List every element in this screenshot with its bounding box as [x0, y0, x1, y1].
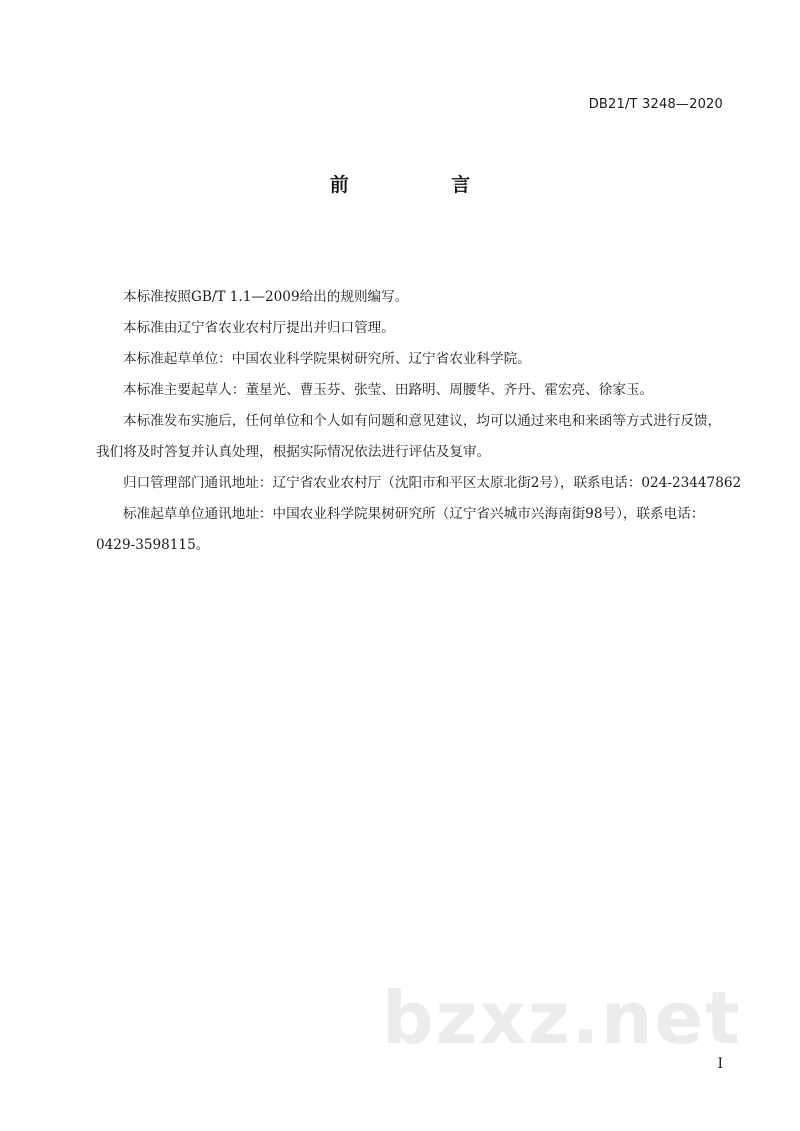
- page-title: 前 言: [329, 174, 519, 196]
- paragraph-drafter-contact: [96, 499, 726, 561]
- paragraph-feedback: [96, 406, 726, 468]
- feedback-line-1: 本标准发布实施后，任何单位和个人如有问题和意见建议，均可以通过来电和来函等方式进行反馈，: [123, 413, 722, 429]
- feedback-line-2: 我们将及时答复并认真处理，根据实际情况依法进行评估及复审。: [96, 444, 491, 460]
- standard-code: DB21/T 3248—2020: [588, 97, 723, 112]
- paragraph-proposer: 本标准由辽宁省农业农村厅提出并归口管理。: [123, 320, 395, 336]
- watermark: bzxz.net: [382, 976, 742, 1060]
- preface-body: [96, 282, 742, 561]
- paragraph-admin-contact: 归口管理部门通讯地址：辽宁省农业农村厅（沈阳市和平区太原北街2号），联系电话：024-23447862: [123, 475, 742, 491]
- drafter-contact-line-2: 0429-3598115。: [96, 537, 210, 553]
- paragraph-drafters: 本标准主要起草人：董星光、曹玉芬、张莹、田路明、周腰华、齐丹、霍宏亮、徐家玉。: [123, 382, 654, 398]
- drafter-contact-line-1: 标准起草单位通讯地址：中国农业科学院果树研究所（辽宁省兴城市兴海南街98号），联系电话：: [123, 506, 705, 522]
- paragraph-drafting-rules: 本标准按照GB/T 1.1—2009给出的规则编写。: [123, 289, 409, 305]
- page-number: I: [717, 1056, 723, 1072]
- paragraph-drafting-units: 本标准起草单位：中国农业科学院果树研究所、辽宁省农业科学院。: [123, 351, 531, 367]
